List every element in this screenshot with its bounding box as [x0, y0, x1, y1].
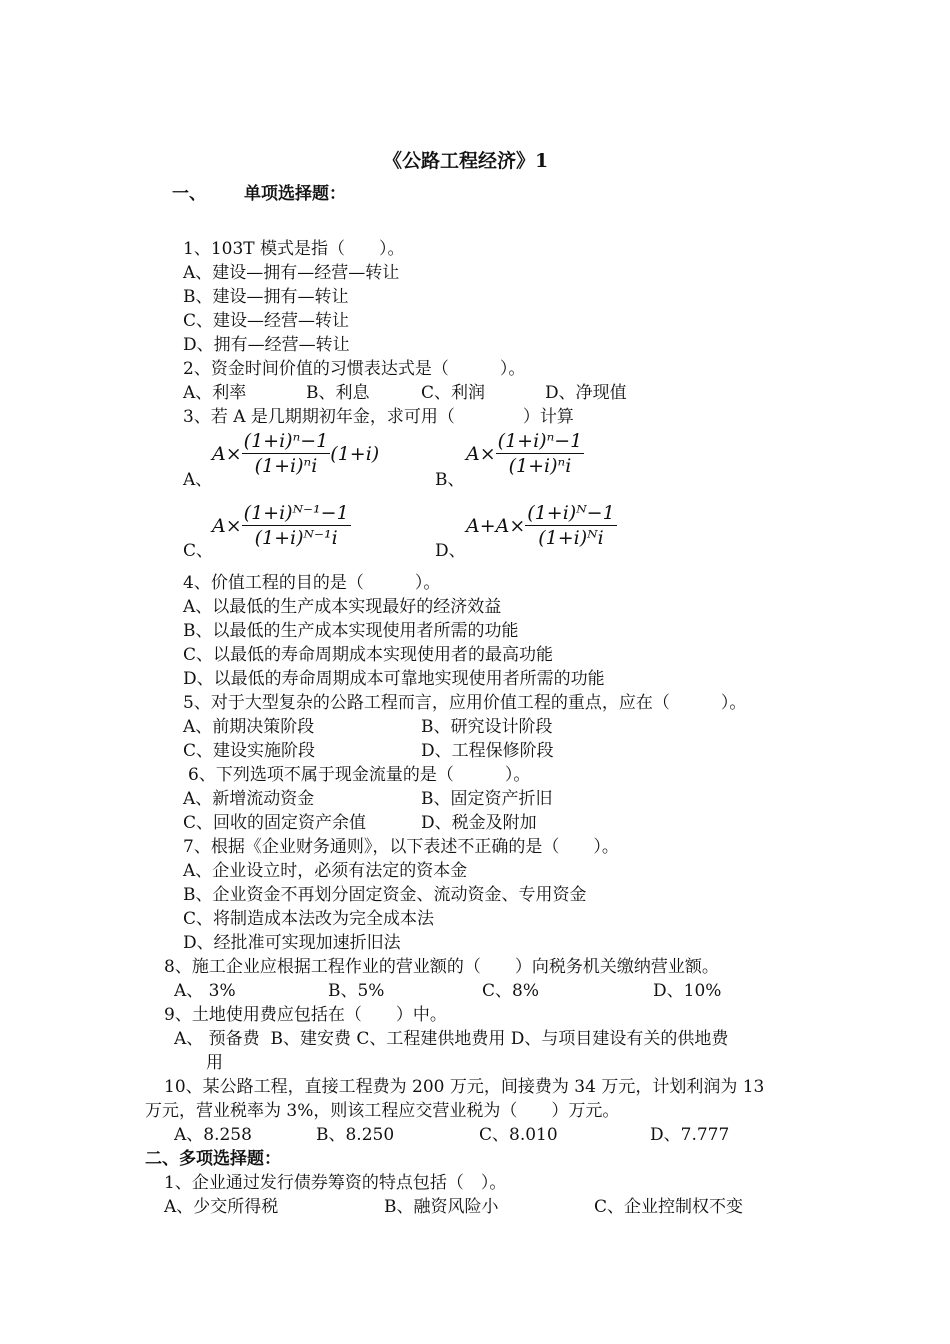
question-9-options-wrap: 用	[206, 1053, 223, 1073]
question-9-options: A、 预备费 B、建安费 C、工程建供地费用 D、与项目建设有关的供地费	[174, 1029, 729, 1049]
question-3-label-a: A、	[183, 470, 213, 490]
question-1-option-a: A、建设—拥有—经营—转让	[183, 263, 400, 283]
question-8-option-c: C、8%	[482, 981, 539, 1001]
formula-d	[466, 502, 617, 549]
section-1-heading: 单项选择题：	[244, 184, 346, 204]
formula-d-lead: A+A×	[466, 514, 526, 537]
formula-a	[212, 430, 379, 477]
question-4-option-b: B、以最低的生产成本实现使用者所需的功能	[183, 621, 519, 641]
question-2-option-a: A、利率	[183, 383, 247, 403]
question-3-stem: 3、若 A 是几期期初年金，求可用（ ）计算	[183, 407, 574, 427]
multi-question-1-option-c: C、企业控制权不变	[594, 1197, 744, 1217]
section-1-number: 一、	[172, 184, 206, 204]
question-8-option-b: B、5%	[328, 981, 385, 1001]
question-3-label-d: D、	[435, 541, 466, 561]
question-8-option-d: D、10%	[653, 981, 722, 1001]
section-2-heading: 二、多项选择题：	[145, 1149, 281, 1169]
question-10-option-a: A、8.258	[174, 1125, 252, 1145]
question-1-option-b: B、建设—拥有—转让	[183, 287, 349, 307]
question-4-option-d: D、以最低的寿命周期成本可靠地实现使用者所需的功能	[183, 669, 605, 689]
question-6-option-d: D、税金及附加	[421, 813, 537, 833]
formula-c	[212, 502, 351, 549]
question-6-option-b: B、固定资产折旧	[421, 789, 553, 809]
question-1-stem: 1、103T 模式是指（ ）。	[183, 239, 405, 259]
formula-d-numerator: (1+i)ᴺ−1	[527, 502, 615, 524]
question-7-option-d: D、经批准可实现加速折旧法	[183, 933, 401, 953]
question-7-option-a: A、企业设立时，必须有法定的资本金	[183, 861, 468, 881]
question-2-option-d: D、净现值	[545, 383, 627, 403]
question-10-stem-line-2: 万元，营业税率为 3%，则该工程应交营业税为（ ）万元。	[145, 1101, 620, 1121]
question-3-label-b: B、	[435, 470, 465, 490]
question-1-option-c: C、建设—经营—转让	[183, 311, 350, 331]
formula-b-lead: A×	[466, 442, 496, 465]
question-5-option-b: B、研究设计阶段	[421, 717, 553, 737]
question-3-label-c: C、	[183, 541, 214, 561]
question-4-option-c: C、以最低的寿命周期成本实现使用者的最高功能	[183, 645, 554, 665]
question-7-option-b: B、企业资金不再划分固定资金、流动资金、专用资金	[183, 885, 587, 905]
multi-question-1-option-a: A、少交所得税	[164, 1197, 279, 1217]
formula-a-tail: (1+i)	[330, 442, 380, 465]
formula-d-denominator: (1+i)ᴺi	[538, 527, 604, 549]
formula-c-numerator: (1+i)ᴺ⁻¹−1	[243, 502, 349, 524]
question-6-option-a: A、新增流动资金	[183, 789, 315, 809]
question-8-option-a: A、 3%	[174, 981, 236, 1001]
question-10-stem-line-1: 10、某公路工程，直接工程费为 200 万元，间接费为 34 万元，计划利润为 13	[164, 1077, 765, 1097]
question-10-option-c: C、8.010	[479, 1125, 558, 1145]
formula-c-lead: A×	[212, 514, 242, 537]
question-2-option-c: C、利润	[421, 383, 486, 403]
question-8-stem: 8、施工企业应根据工程作业的营业额的（ ）向税务机关缴纳营业额。	[164, 957, 719, 977]
question-4-stem: 4、价值工程的目的是（ ）。	[183, 573, 441, 593]
question-6-stem: 6、下列选项不属于现金流量的是（ ）。	[188, 765, 531, 785]
question-5-stem: 5、对于大型复杂的公路工程而言，应用价值工程的重点，应在（ ）。	[183, 693, 747, 713]
formula-a-lead: A×	[212, 442, 242, 465]
question-10-option-b: B、8.250	[316, 1125, 395, 1145]
question-2-stem: 2、资金时间价值的习惯表达式是（ ）。	[183, 359, 526, 379]
question-5-option-a: A、前期决策阶段	[183, 717, 315, 737]
question-4-option-a: A、以最低的生产成本实现最好的经济效益	[183, 597, 502, 617]
multi-question-1-option-b: B、融资风险小	[384, 1197, 499, 1217]
question-6-option-c: C、回收的固定资产余值	[183, 813, 367, 833]
question-1-option-d: D、拥有—经营—转让	[183, 335, 350, 355]
document-title: 《公路工程经济》1	[383, 150, 549, 172]
question-7-option-c: C、将制造成本法改为完全成本法	[183, 909, 435, 929]
formula-c-denominator: (1+i)ᴺ⁻¹i	[254, 527, 338, 549]
formula-a-denominator: (1+i)ⁿi	[254, 455, 318, 477]
question-7-stem: 7、根据《企业财务通则》，以下表述不正确的是（ ）。	[183, 837, 619, 857]
question-10-option-d: D、7.777	[650, 1125, 730, 1145]
question-2-option-b: B、利息	[306, 383, 370, 403]
formula-b-numerator: (1+i)ⁿ−1	[497, 430, 583, 452]
question-9-stem: 9、土地使用费应包括在（ ）中。	[164, 1005, 447, 1025]
multi-question-1-stem: 1、企业通过发行债券筹资的特点包括（ ）。	[164, 1173, 507, 1193]
question-5-option-c: C、建设实施阶段	[183, 741, 316, 761]
formula-b-denominator: (1+i)ⁿi	[508, 455, 572, 477]
formula-a-numerator: (1+i)ⁿ−1	[243, 430, 329, 452]
formula-b	[466, 430, 584, 477]
question-5-option-d: D、工程保修阶段	[421, 741, 554, 761]
